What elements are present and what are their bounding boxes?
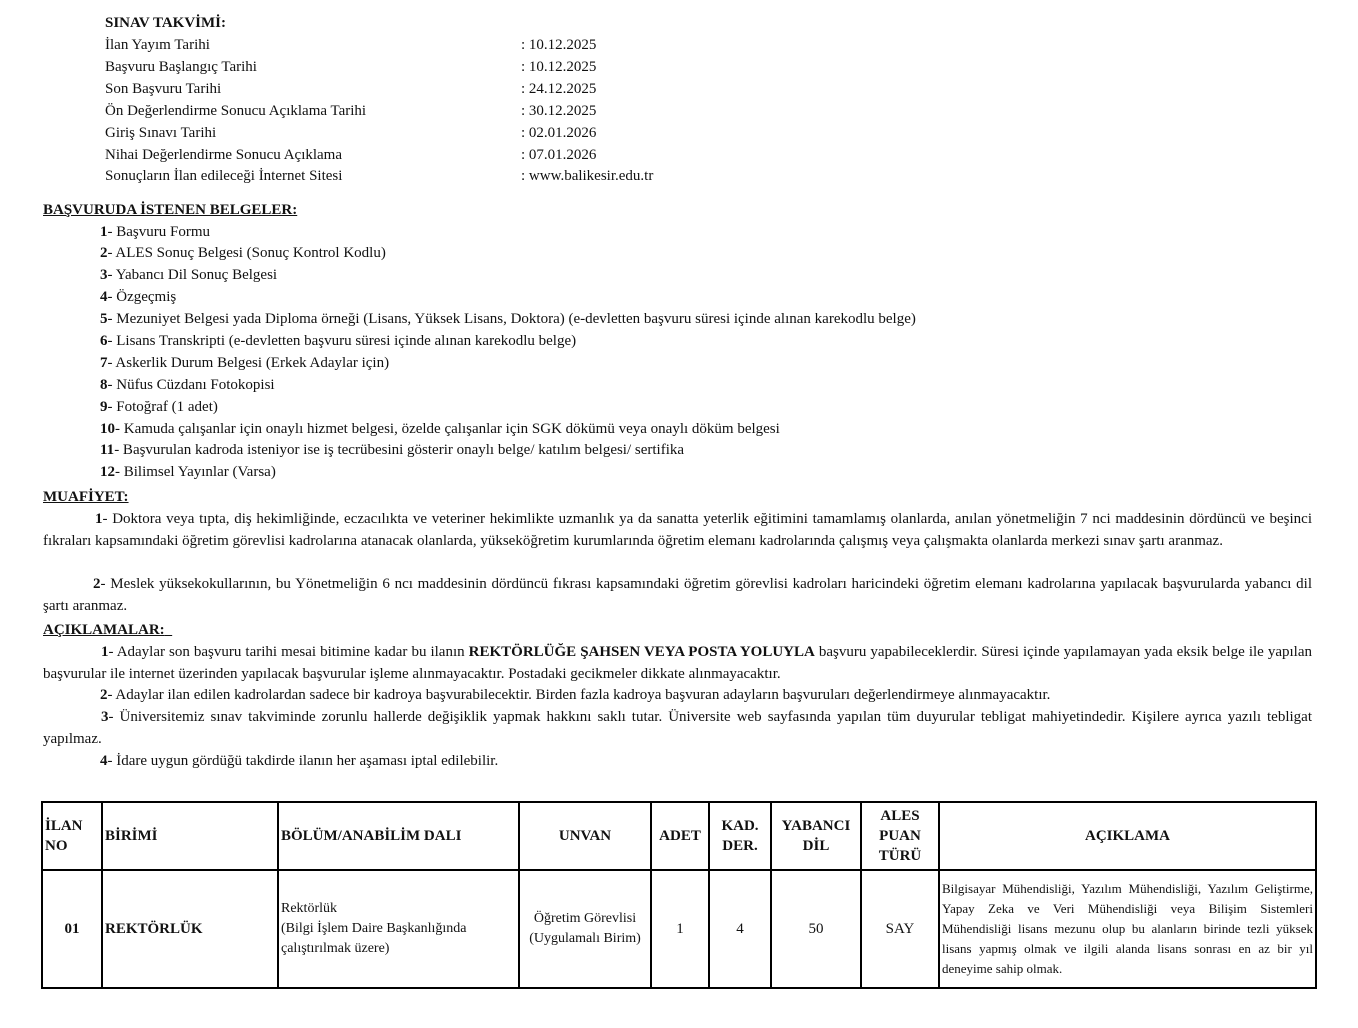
document-item — [100, 352, 389, 374]
cell-yabanci-dil: 50 — [771, 870, 861, 988]
paragraph-text: - Adaylar son başvuru tarihi mesai bitimine kadar bu ilanın — [108, 644, 469, 660]
document-text: - Mezuniyet Belgesi yada Diploma örneği (Lisans, Yüksek Lisans, Doktora) (e-devletten başvuru süresi içinde alınan karekodlu belge) — [107, 311, 916, 327]
header-text: DİL — [802, 838, 830, 854]
header-text: YABANCI — [781, 818, 851, 834]
header-text: PUAN — [879, 828, 921, 844]
document-item — [100, 418, 780, 440]
cell-unvan — [519, 870, 651, 988]
header-ales — [861, 802, 939, 870]
document-item — [100, 221, 210, 243]
document-item — [100, 308, 916, 330]
calendar-value: : 10.12.2025 — [521, 37, 597, 53]
document-text: - Nüfus Cüzdanı Fotokopisi — [107, 377, 275, 393]
paragraph-number: 1 — [95, 511, 103, 527]
explanations-heading — [43, 619, 172, 641]
header-text: NO — [45, 838, 68, 854]
paragraph-text: - Üniversitemiz sınav takviminde zorunlu hallerde değişiklik yapmak hakkını saklı tutar. Üniversite web sayfasında yapılan tüm duyurular tebligat mahiyetindedir. Kişilere ayrıca yazılı tebligat yapılmaz. — [43, 709, 1312, 747]
document-text: - Başvuru Formu — [107, 224, 210, 240]
document-number: 7 — [100, 355, 108, 371]
calendar-label: Son Başvuru Tarihi — [105, 81, 222, 97]
cell-ilan-no: 01 — [42, 870, 102, 988]
explanation-paragraph — [43, 684, 1312, 706]
exemption-heading: MUAFİYET: — [43, 489, 129, 505]
document-item — [100, 374, 275, 396]
header-aciklama: AÇIKLAMA — [939, 802, 1316, 870]
document-number: 3 — [100, 267, 108, 283]
header-yabanci-dil — [771, 802, 861, 870]
document-number: 12 — [100, 464, 115, 480]
document-number: 4 — [100, 289, 108, 305]
cell-text: (Bilgi İşlem Daire Başkanlığında çalıştırılmak üzere) — [281, 921, 467, 956]
document-text: - Fotoğraf (1 adet) — [107, 399, 218, 415]
header-text: İLAN — [45, 818, 83, 834]
calendar-value: : 30.12.2025 — [521, 103, 597, 119]
paragraph-bold-text: REKTÖRLÜĞE ŞAHSEN VEYA POSTA YOLUYLA — [468, 644, 815, 660]
cell-adet: 1 — [651, 870, 709, 988]
paragraph-text: - İdare uygun gördüğü takdirde ilanın her aşaması iptal edilebilir. — [107, 753, 499, 769]
paragraph-number: 3 — [101, 709, 109, 725]
cell-text: Rektörlük — [281, 901, 337, 916]
document-text: - Lisans Transkripti (e-devletten başvuru süresi içinde alınan karekodlu belge) — [107, 333, 577, 349]
header-text: KAD. — [721, 818, 759, 834]
document-text: - ALES Sonuç Belgesi (Sonuç Kontrol Kodlu) — [107, 245, 386, 261]
table-header-row — [42, 802, 1316, 870]
calendar-label: Başvuru Başlangıç Tarihi — [105, 59, 257, 75]
paragraph-text: - Doktora veya tıpta, diş hekimliğinde, eczacılıkta ve veteriner hekimlikte uzmanlık ya da sanatta yeterlik eğitimini tamamlamış olanlarda, anılan yönetmeliğin 7 nci maddesinin dördüncü ve beşinci fıkraları kapsamındaki öğretim görevlisi kadrolarına atanacak olanlarda, yükseköğretim kurumlarında öğretim elemanı kadrolarında çalışmış veya çalışmakta olanlarda merkezi sınav şartı aranmaz. — [43, 511, 1312, 549]
document-item — [100, 330, 576, 352]
document-number: 6 — [100, 333, 108, 349]
calendar-value: : 10.12.2025 — [521, 59, 597, 75]
header-ilan-no — [42, 802, 102, 870]
paragraph-text: - Adaylar ilan edilen kadrolardan sadece bir kadroya başvurabilecektir. Birden fazla kadroya başvuran adayların başvuruları değerlendirmeye alınmayacaktır. — [107, 687, 1051, 703]
calendar-label: Sonuçların İlan edileceği İnternet Sitesi — [105, 168, 343, 184]
document-number: 5 — [100, 311, 108, 327]
paragraph-number: 4 — [100, 753, 108, 769]
calendar-label: İlan Yayım Tarihi — [105, 37, 210, 53]
calendar-value: : 24.12.2025 — [521, 81, 597, 97]
paragraph-number: 2 — [100, 687, 108, 703]
document-number: 2 — [100, 245, 108, 261]
cell-text: Öğretim Görevlisi — [533, 911, 637, 926]
document-item — [100, 242, 386, 264]
exemption-paragraph — [43, 508, 1312, 552]
document-item — [100, 264, 277, 286]
header-bolum: BÖLÜM/ANABİLİM DALI — [278, 802, 519, 870]
calendar-label: Ön Değerlendirme Sonucu Açıklama Tarihi — [105, 103, 367, 119]
calendar-website[interactable]: : www.balikesir.edu.tr — [521, 168, 654, 184]
calendar-value: : 07.01.2026 — [521, 147, 597, 163]
header-birimi: BİRİMİ — [102, 802, 278, 870]
calendar-label: Nihai Değerlendirme Sonucu Açıklama — [105, 147, 343, 163]
document-text: - Özgeçmiş — [107, 289, 177, 305]
document-number: 11 — [100, 442, 115, 458]
cell-ales: SAY — [861, 870, 939, 988]
document-number: 1 — [100, 224, 108, 240]
cell-bolum — [278, 870, 519, 988]
paragraph-number: 2 — [93, 576, 101, 592]
explanation-paragraph — [43, 750, 1312, 772]
document-text: - Kamuda çalışanlar için onaylı hizmet belgesi, özelde çalışanlar için SGK dökümü veya onaylı döküm belgesi — [115, 421, 780, 437]
calendar-value: : 02.01.2026 — [521, 125, 597, 141]
cell-kad-der: 4 — [709, 870, 771, 988]
cell-birimi: REKTÖRLÜK — [102, 870, 278, 988]
document-text: - Bilimsel Yayınlar (Varsa) — [115, 464, 276, 480]
position-table — [41, 801, 1317, 989]
header-text: ALES — [880, 808, 920, 824]
paragraph-text: başvuru yapabileceklerdir. Süresi içinde yapılamayan yada eksik belge ile yapılan başvurular ile internet üzerinden yapılacak başvurular işleme alınmayacaktır. Postadaki gecikmeler dikkate alınmayacaktır. — [43, 644, 1312, 682]
calendar-heading: SINAV TAKVİMİ: — [105, 15, 227, 31]
table-row — [42, 870, 1316, 988]
document-text: - Yabancı Dil Sonuç Belgesi — [107, 267, 278, 283]
cell-text: (Uygulamalı Birim) — [529, 931, 641, 946]
document-item — [100, 439, 684, 461]
explanation-paragraph — [43, 641, 1312, 685]
header-unvan: UNVAN — [519, 802, 651, 870]
header-kad-der — [709, 802, 771, 870]
document-item — [100, 396, 218, 418]
exemption-paragraph — [43, 573, 1312, 617]
header-adet: ADET — [651, 802, 709, 870]
header-text: DER. — [722, 838, 758, 854]
document-item — [100, 286, 176, 308]
header-text: TÜRÜ — [878, 848, 922, 864]
document-text: - Askerlik Durum Belgesi (Erkek Adaylar için) — [107, 355, 390, 371]
document-number: 9 — [100, 399, 108, 415]
documents-heading: BAŞVURUDA İSTENEN BELGELER: — [43, 202, 298, 218]
document-text: - Başvurulan kadroda isteniyor ise iş tecrübesini gösterir onaylı belge/ katılım belgesi/ sertifika — [114, 442, 685, 458]
paragraph-text: - Meslek yüksekokullarının, bu Yönetmeliğin 6 ncı maddesinin dördüncü fıkrası kapsamındaki öğretim görevlisi kadroları haricindeki öğretim elemanı kadrolarına yapılacak başvurularda yabancı dil şartı aranmaz. — [43, 576, 1312, 614]
calendar-label: Giriş Sınavı Tarihi — [105, 125, 217, 141]
paragraph-number: 1 — [101, 644, 109, 660]
cell-aciklama: Bilgisayar Mühendisliği, Yazılım Mühendisliği, Yazılım Geliştirme, Yapay Zeka ve Veri Mühendisliği veya Bilişim Sistemleri Mühendisliği lisans mezunu olup bu alanların birinde tezli yüksek lisans yapmış olmak ve ilgili alanda lisans sonrası en az bir yıl deneyime sahip olmak. — [939, 870, 1316, 988]
document-number: 10 — [100, 421, 115, 437]
document-item — [100, 461, 276, 483]
document-number: 8 — [100, 377, 108, 393]
explanation-paragraph — [43, 706, 1312, 750]
explanations-heading-text: AÇIKLAMALAR: — [43, 622, 165, 638]
